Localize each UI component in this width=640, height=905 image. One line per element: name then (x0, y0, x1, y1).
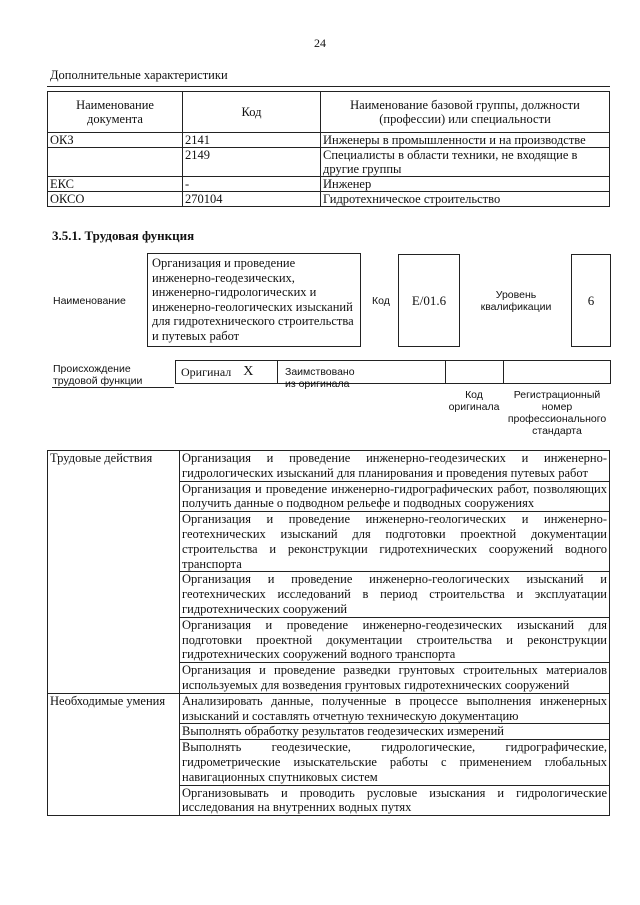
name-cell: Инженеры в промышленности и на производстве (321, 133, 610, 148)
action-cell: Организация и проведение инженерно-геодезических и инженерно-гидрологических изысканий для планирования и проведения путевых работ (180, 451, 610, 482)
function-name-box: Организация и проведение инженерно-геодезических, инженерно-гидрологических и инженерно-геологических изысканий для гидротехнического строительства и путевых работ (147, 253, 361, 347)
skill-cell: Анализировать данные, полученные в процессе выполнения инженерных изысканий и составлять отчетную техническую документацию (180, 693, 610, 724)
doc-cell: ОКЗ (48, 133, 183, 148)
doc-cell: ЕКС (48, 177, 183, 192)
name-cell: Инженер (321, 177, 610, 192)
skill-cell: Выполнять обработку результатов геодезических измерений (180, 724, 610, 740)
table-header-row (48, 92, 610, 133)
level-label: Уровень квалификации (480, 289, 552, 313)
duties-table (47, 450, 610, 816)
table-row (48, 148, 610, 177)
origin-separator (503, 360, 504, 384)
code-cell: - (183, 177, 321, 192)
title-rule (47, 86, 610, 87)
header-document: Наименование документа (48, 92, 183, 133)
function-heading: 3.5.1. Трудовая функция (52, 228, 195, 243)
origin-original-text: Оригинал (181, 364, 232, 379)
origin-underline (52, 387, 174, 388)
name-label: Наименование (53, 295, 126, 307)
name-cell: Специалисты в области техники, не входящие в другие группы (321, 148, 610, 177)
header-code: Код (183, 92, 321, 133)
qualification-level-box: 6 (571, 254, 611, 347)
function-code-box: E/01.6 (398, 254, 460, 347)
action-cell: Организация и проведение инженерно-геодезических изысканий для подготовки проектной документации строительства и реконструкции гидротехнических сооружений водного транспорта (180, 617, 610, 662)
origin-label: Происхождение трудовой функции (53, 363, 143, 387)
origin-code-caption: Код оригинала (448, 389, 500, 413)
name-cell: Гидротехническое строительство (321, 192, 610, 207)
additional-characteristics-table (47, 91, 610, 207)
header-group-name: Наименование базовой группы, должности (профессии) или специальности (321, 92, 610, 133)
skills-label: Необходимые умения (48, 693, 180, 815)
code-cell: 2149 (183, 148, 321, 177)
table-row (48, 192, 610, 207)
doc-cell: ОКСО (48, 192, 183, 207)
skill-cell: Организовывать и проводить русловые изыскания и гидрологические исследования на внутренних водных путях (180, 785, 610, 816)
section-title: Дополнительные характеристики (50, 68, 228, 82)
doc-cell (48, 148, 183, 177)
origin-borrowed-text: Заимствовано из оригинала (285, 366, 355, 390)
action-cell: Организация и проведение разведки грунтовых строительных материалов используемых для возведения грунтовых гидротехнических сооружений (180, 663, 610, 694)
code-cell: 270104 (183, 192, 321, 207)
code-cell: 2141 (183, 133, 321, 148)
actions-label: Трудовые действия (48, 451, 180, 694)
action-cell: Организация и проведение инженерно-гидрографических работ, позволяющих получить данные о подводном рельефе и подводных сооружениях (180, 481, 610, 512)
table-row (48, 177, 610, 192)
origin-separator (445, 360, 446, 384)
page-number: 24 (314, 36, 326, 50)
table-row (48, 693, 610, 724)
origin-original-cell (175, 360, 278, 384)
code-label: Код (372, 295, 390, 307)
origin-mark: X (243, 364, 254, 379)
origin-reg-caption: Регистрационный номер профессионального стандарта (507, 389, 607, 437)
table-row (48, 133, 610, 148)
action-cell: Организация и проведение инженерно-геологических изысканий и геотехнических исследований в период строительства и эксплуатации гидротехнических сооружений (180, 572, 610, 617)
action-cell: Организация и проведение инженерно-геологических и инженерно-геотехнических изысканий для подготовки проектной документации строительства и реконструкции гидротехнических сооружений водного транспорта (180, 512, 610, 572)
skill-cell: Выполнять геодезические, гидрологические, гидрографические, гидрометрические изыскательские работы с применением глобальных навигационных спутниковых систем (180, 740, 610, 785)
table-row (48, 451, 610, 482)
